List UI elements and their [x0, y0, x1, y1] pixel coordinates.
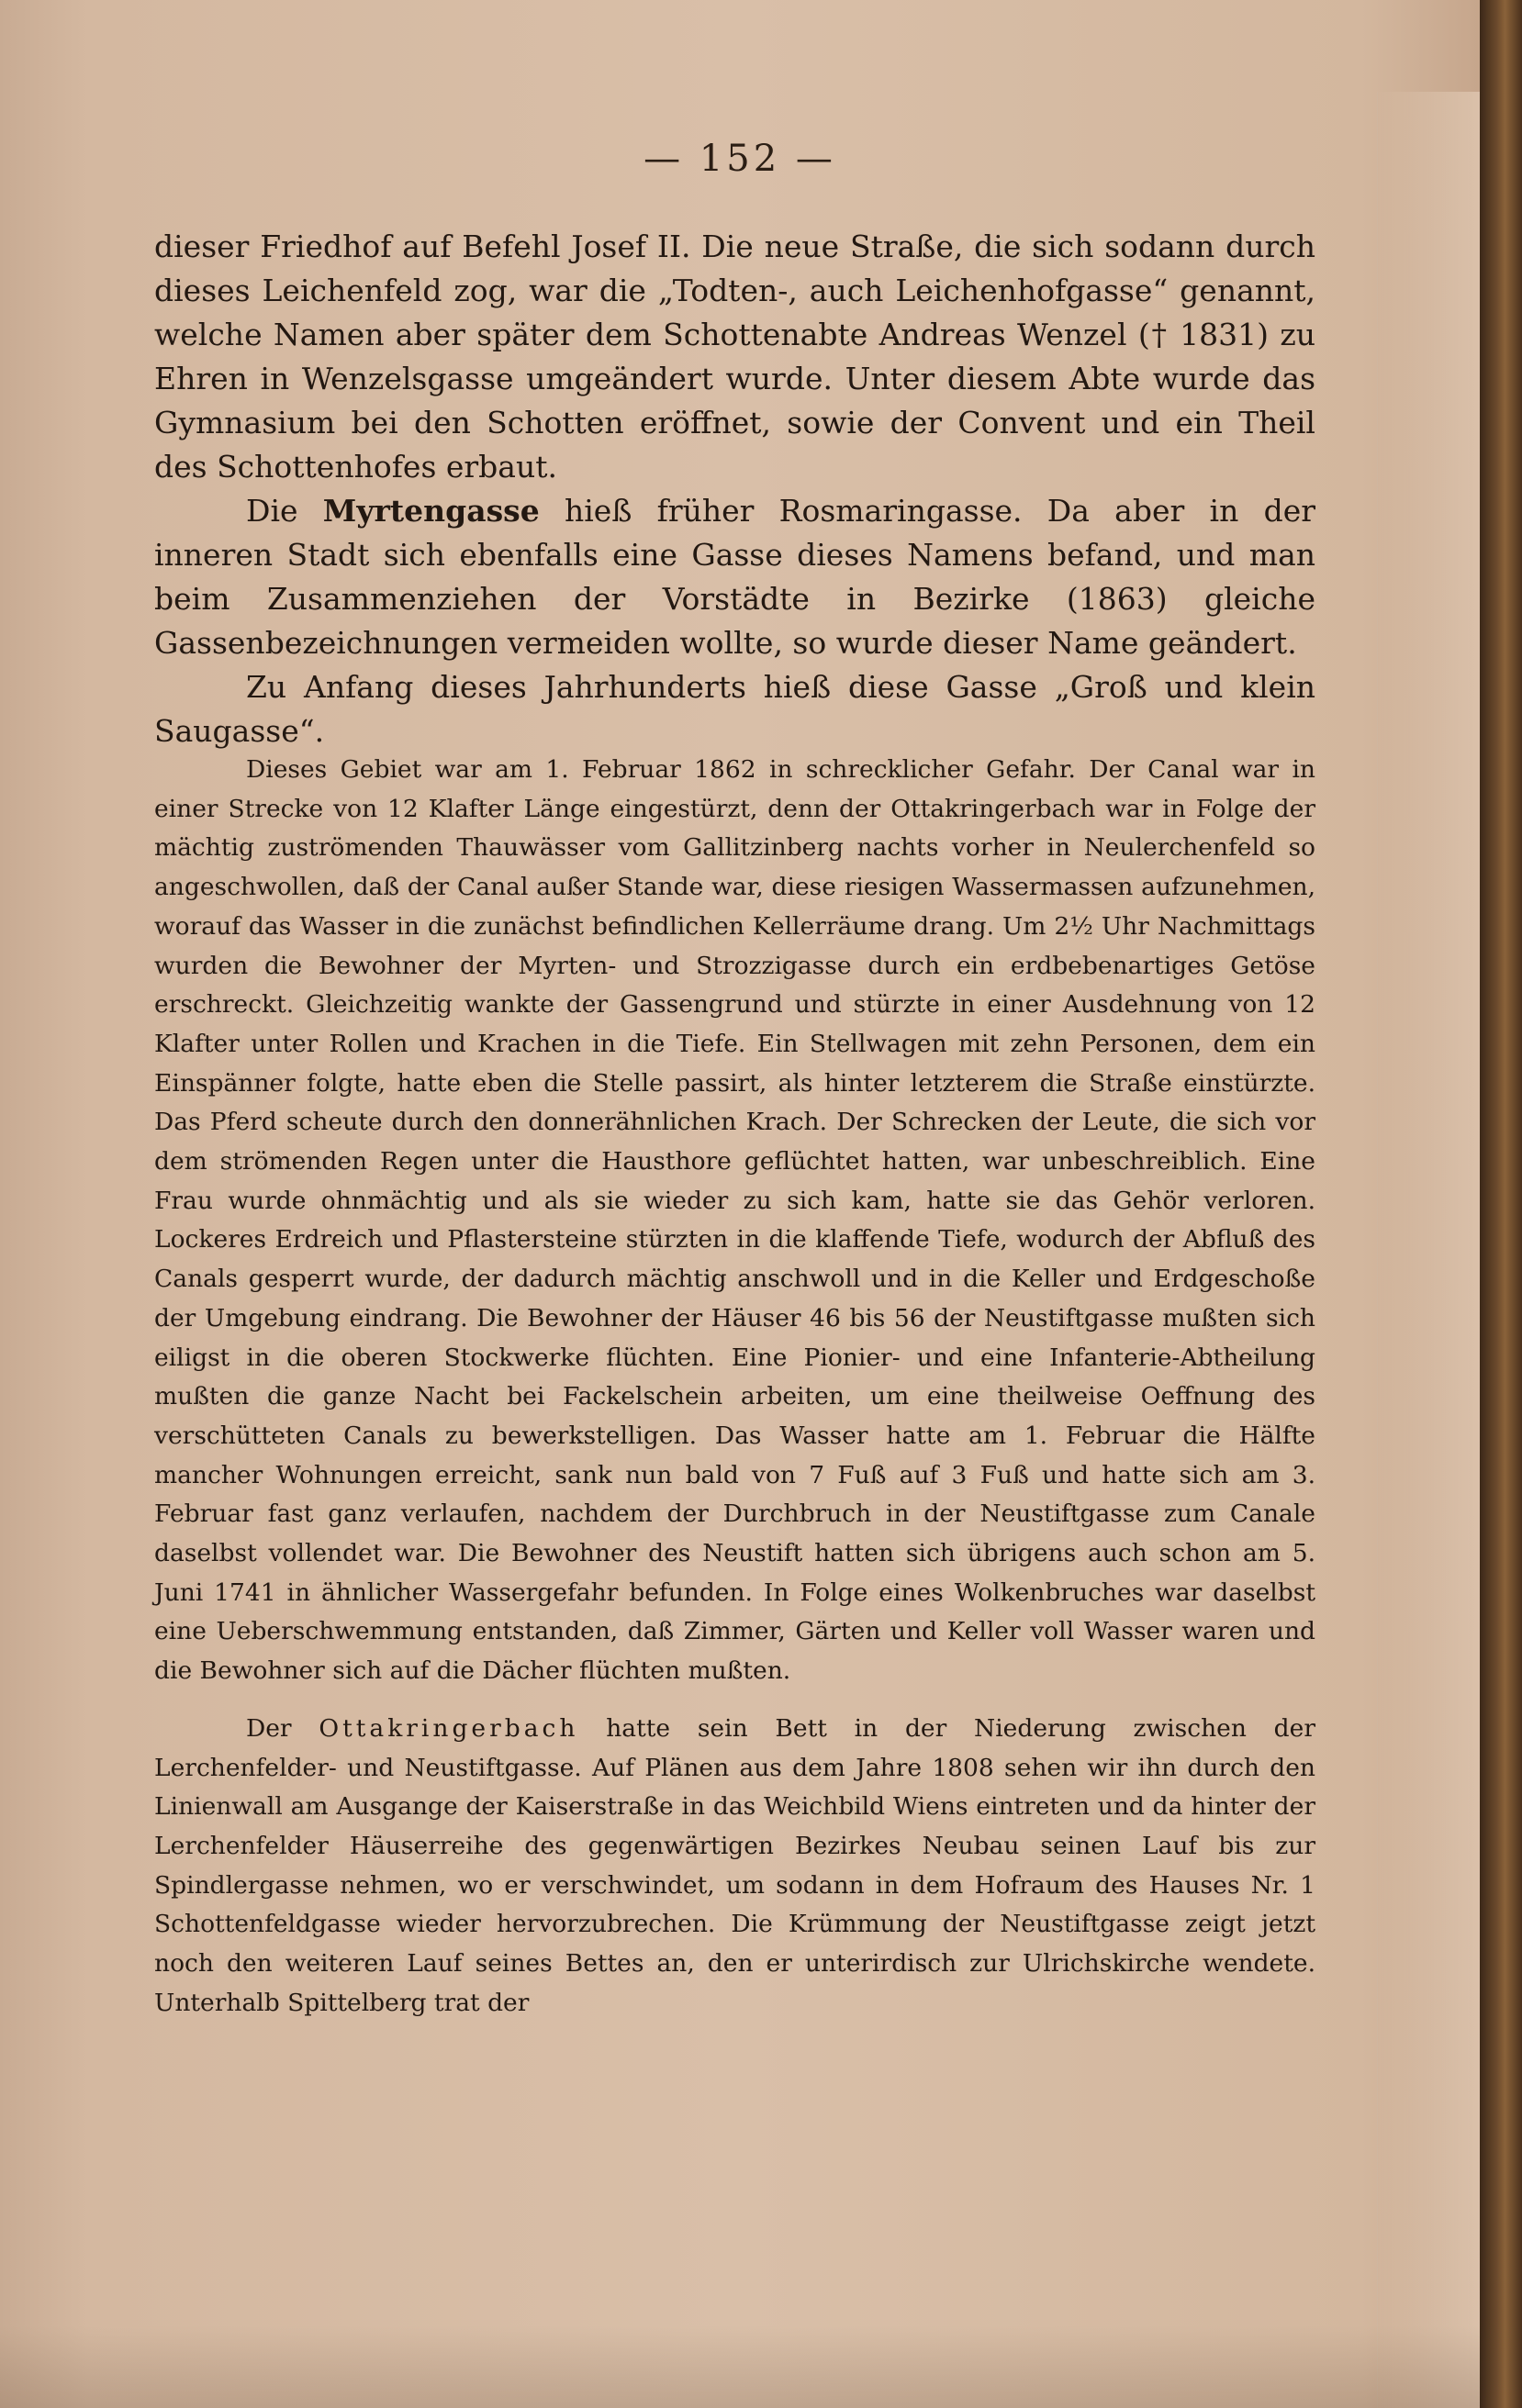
- page-bottom-shadow: [0, 2325, 1480, 2408]
- paragraph-myrtengasse: [154, 489, 1315, 665]
- paper-edge-strip: [1377, 92, 1480, 2408]
- paragraph-ottakringerbach-body: hatte sein Bett in der Niederung zwischen der Lerchenfelder- und Neustiftgasse. Auf Plänen aus dem Jahre 1808 sehen wir ihn durch den Linienwall am Ausgange der Kaiserstraße in das Weichbild Wiens eintreten und da hinter der Lerchenfelder Häuserreihe des gegenwärtigen Bezirkes Neubau seinen Lauf bis zur Spindlergasse nehmen, wo er verschwindet, um sodann in dem Hofraum des Hauses Nr. 1 Schottenfeldgasse wieder hervorzubrechen. Die Krümmung der Neustiftgasse zeigt jetzt noch den weiteren Lauf seines Bettes an, den er unterirdisch zur Ulrichskirche wendete. Unterhalb Spittelberg trat der: [154, 1713, 1315, 2017]
- paragraph-ottakringerbach: [154, 1710, 1315, 2023]
- paragraph-ottakringerbach-lead: Der: [246, 1713, 319, 1743]
- paragraph-flood-1862: Dieses Gebiet war am 1. Februar 1862 in schrecklicher Gefahr. Der Canal war in einer Strecke von 12 Klafter Länge eingestürzt, denn der Ottakringerbach war in Folge der mächtig zuströmenden Thauwässer vom Gallitzinberg nachts vorher in Neulerchenfeld so angeschwollen, daß der Canal außer Stande war, diese riesigen Wassermassen aufzunehmen, worauf das Wasser in die zunächst befindlichen Kellerräume drang. Um 2½ Uhr Nachmittags wurden die Bewohner der Myrten- und Strozzigasse durch ein erdbebenartiges Getöse erschreckt. Gleichzeitig wankte der Gassengrund und stürzte in einer Ausdehnung von 12 Klafter unter Rollen und Krachen in die Tiefe. Ein Stellwagen mit zehn Personen, dem ein Einspänner folgte, hatte eben die Stelle passirt, als hinter letzterem die Straße einstürzte. Das Pferd scheute durch den donnerähnlichen Krach. Der Schrecken der Leute, die sich vor dem strömenden Regen unter die Hausthore geflüchtet hatten, war unbeschreiblich. Eine Frau wurde ohnmächtig und als sie wieder zu sich kam, hatte sie das Gehör verloren. Lockeres Erdreich und Pflastersteine stürzten in die klaffende Tiefe, wodurch der Abfluß des Canals gesperrt wurde, der dadurch mächtig anschwoll und in die Keller und Erdgeschoße der Umgebung eindrang. Die Bewohner der Häuser 46 bis 56 der Neustiftgasse mußten sich eiligst in die oberen Stockwerke flüchten. Eine Pionier- und eine Infanterie-Abtheilung mußten die ganze Nacht bei Fackelschein arbeiten, um eine theilweise Oeffnung des verschütteten Canals zu bewerkstelligen. Das Wasser hatte am 1. Februar die Hälfte mancher Wohnungen erreicht, sank nun bald von 7 Fuß auf 3 Fuß und hatte sich am 3. Februar fast ganz verlaufen, nachdem der Durchbruch in der Neustiftgasse zum Canale daselbst vollendet war. Die Bewohner des Neustift hatten sich übrigens auch schon am 5. Juni 1741 in ähnlicher Wassergefahr befunden. In Folge eines Wolkenbruches war daselbst eine Ueberschwemmung entstanden, daß Zimmer, Gärten und Keller voll Wasser waren und die Bewohner sich auf die Dächer flüchten mußten.: [154, 755, 1315, 1686]
- paragraph-myrtengasse-body: hieß früher Rosmaringasse. Da aber in der inneren Stadt sich ebenfalls eine Gasse dieses Namens befand, und man beim Zusammenziehen der Vorstädte in Bezirke (1863) gleiche Gassenbezeichnungen vermeiden wollte, so wurde dieser Name geändert.: [154, 493, 1316, 661]
- section-canal-collapse: [154, 751, 1315, 2023]
- section-street-history: [154, 225, 1315, 753]
- paragraph-wenzelsgasse: dieser Friedhof auf Befehl Josef II. Die neue Straße, die sich sodann durch dieses Leichenfeld zog, war die „Todten-, auch Leichenhofgasse“ genannt, welche Namen aber später dem Schottenabte Andreas Wenzel († 1831) zu Ehren in Wenzelsgasse umgeändert wurde. Unter diesem Abte wurde das Gymnasium bei den Schotten eröffnet, sowie der Convent und ein Theil des Schottenhofes erbaut.: [154, 229, 1315, 485]
- book-binding-edge: [1480, 0, 1522, 2408]
- paragraph-myrtengasse-lead: Die: [246, 493, 323, 529]
- stream-name-ottakringerbach: Ottakringerbach: [319, 1713, 579, 1743]
- street-name-myrtengasse: Myrtengasse: [322, 493, 540, 529]
- page-number: — 152 —: [643, 138, 836, 180]
- paragraph-saugasse: Zu Anfang dieses Jahrhunderts hieß diese Gasse „Groß und klein Saugasse“.: [154, 669, 1315, 749]
